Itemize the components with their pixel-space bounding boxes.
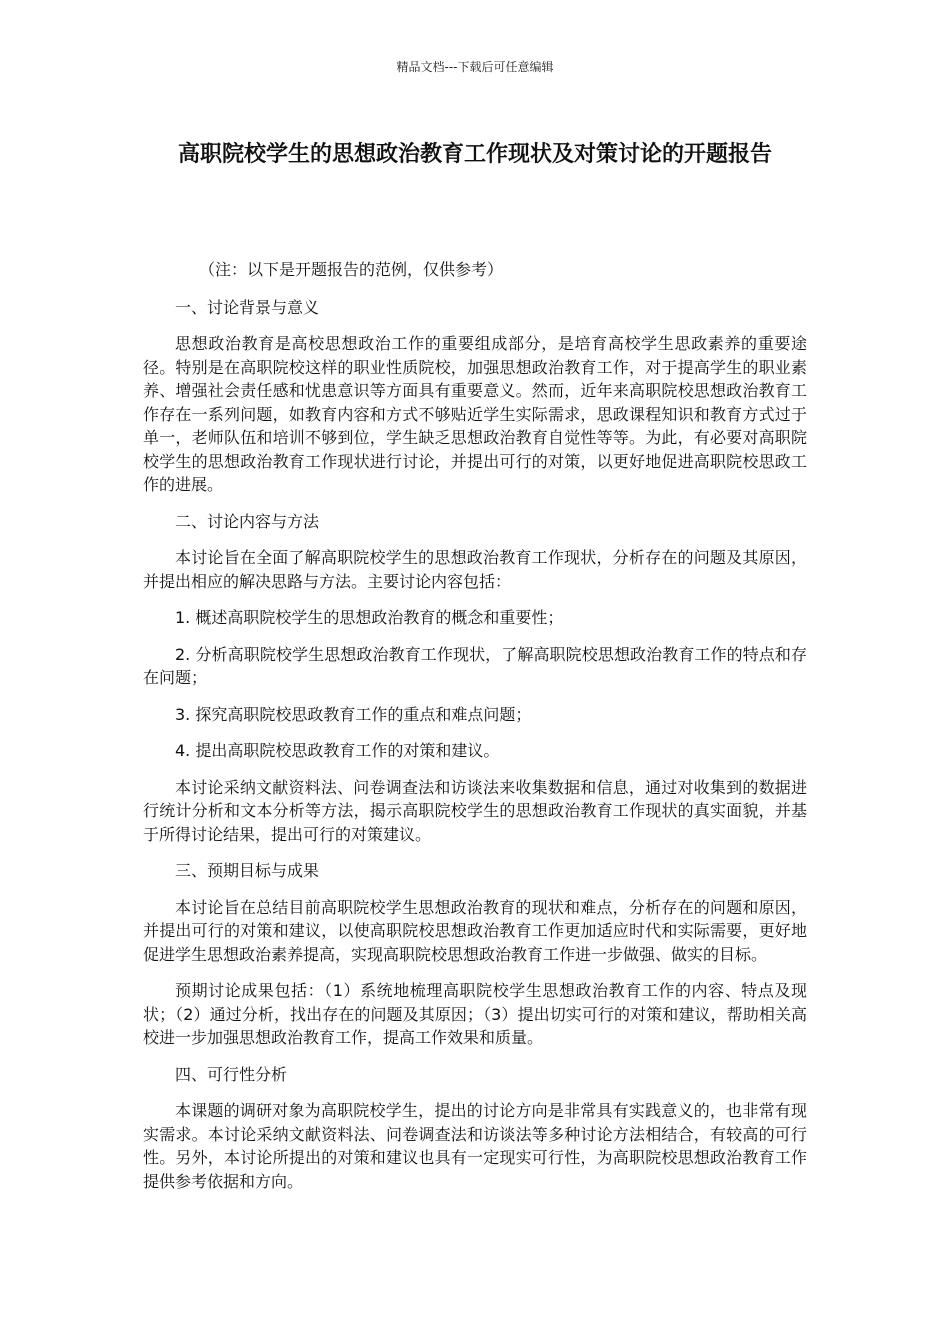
section-heading-goals: 三、预期目标与成果 <box>175 861 320 880</box>
paragraph-method: 本讨论采纳文献资料法、问卷调查法和访谈法来收集数据和信息，通过对收集到的数据进行统计分析和文本分析等方法，揭示高职院校学生的思想政治教育工作现状的真实面貌，并基于所得讨论结果，提出可行的对策建议。 <box>143 777 807 844</box>
section-heading-background: 一、讨论背景与意义 <box>175 297 320 317</box>
reference-note: （注：以下是开题报告的范例，仅供参考） <box>199 260 504 279</box>
paragraph-feasibility: 本课题的调研对象为高职院校学生，提出的讨论方向是非常具有实践意义的，也非常有现实需求。本讨论采纳文献资料法、问卷调查法和访谈法等多种讨论方法相结合，有较高的可行性。另外，本讨论所提出的对策和建议也具有一定现实可行性，为高职院校思想政治教育工作提供参考依据和方向。 <box>143 1101 807 1191</box>
paragraph-outcomes: 预期讨论成果包括：（1）系统地梳理高职院校学生思想政治教育工作的内容、特点及现状；（2）通过分析，找出存在的问题及其原因；（3）提出切实可行的对策和建议，帮助相关高校进一步加强思想政治教育工作，提高工作效果和质量。 <box>143 981 807 1047</box>
section-heading-feasibility: 四、可行性分析 <box>175 1064 288 1084</box>
paragraph-goals: 本讨论旨在总结目前高职院校学生思想政治教育的现状和难点，分析存在的问题和原因，并提出可行的对策和建议，以使高职院校思想政治教育工作更加适应时代和实际需要，更好地促进学生思想政治素养提高，实现高职院校思想政治教育工作进一步做强、做实的目标。 <box>143 897 807 964</box>
document-body <box>143 258 807 1206</box>
list-item: 2. 分析高职院校学生思想政治教育工作现状，了解高职院校思想政治教育工作的特点和存在问题； <box>143 644 807 687</box>
list-item: 4. 提出高职院校思政教育工作的对策和建议。 <box>175 741 500 760</box>
section-heading-content-method: 二、讨论内容与方法 <box>175 511 320 531</box>
paragraph-background: 思想政治教育是高校思想政治工作的重要组成部分，是培育高校学生思政素养的重要途径。特别是在高职院校这样的职业性质院校，加强思想政治教育工作，对于提高学生的职业素养、增强社会责任感和忧患意识等方面具有重要意义。然而，近年来高职院校思想政治教育工作存在一系列问题，如教育内容和方式不够贴近学生实际需求，思政课程知识和教育方式过于单一，老师队伍和培训不够到位，学生缺乏思想政治教育自觉性等等。为此，有必要对高职院校学生的思想政治教育工作现状进行讨论，并提出可行的对策，以更好地促进高职院校思政工作的进展。 <box>143 334 807 494</box>
list-item: 3. 探究高职院校思政教育工作的重点和难点问题； <box>175 704 532 724</box>
document-title: 高职院校学生的思想政治教育工作现状及对策讨论的开题报告 <box>177 142 772 167</box>
header-note: 精品文档---下载后可任意编辑 <box>396 60 554 74</box>
list-item: 1. 概述高职院校学生的思想政治教育的概念和重要性； <box>175 608 564 627</box>
paragraph-content-intro: 本讨论旨在全面了解高职院校学生的思想政治教育工作现状，分析存在的问题及其原因，并提出相应的解决思路与方法。主要讨论内容包括： <box>143 548 807 591</box>
